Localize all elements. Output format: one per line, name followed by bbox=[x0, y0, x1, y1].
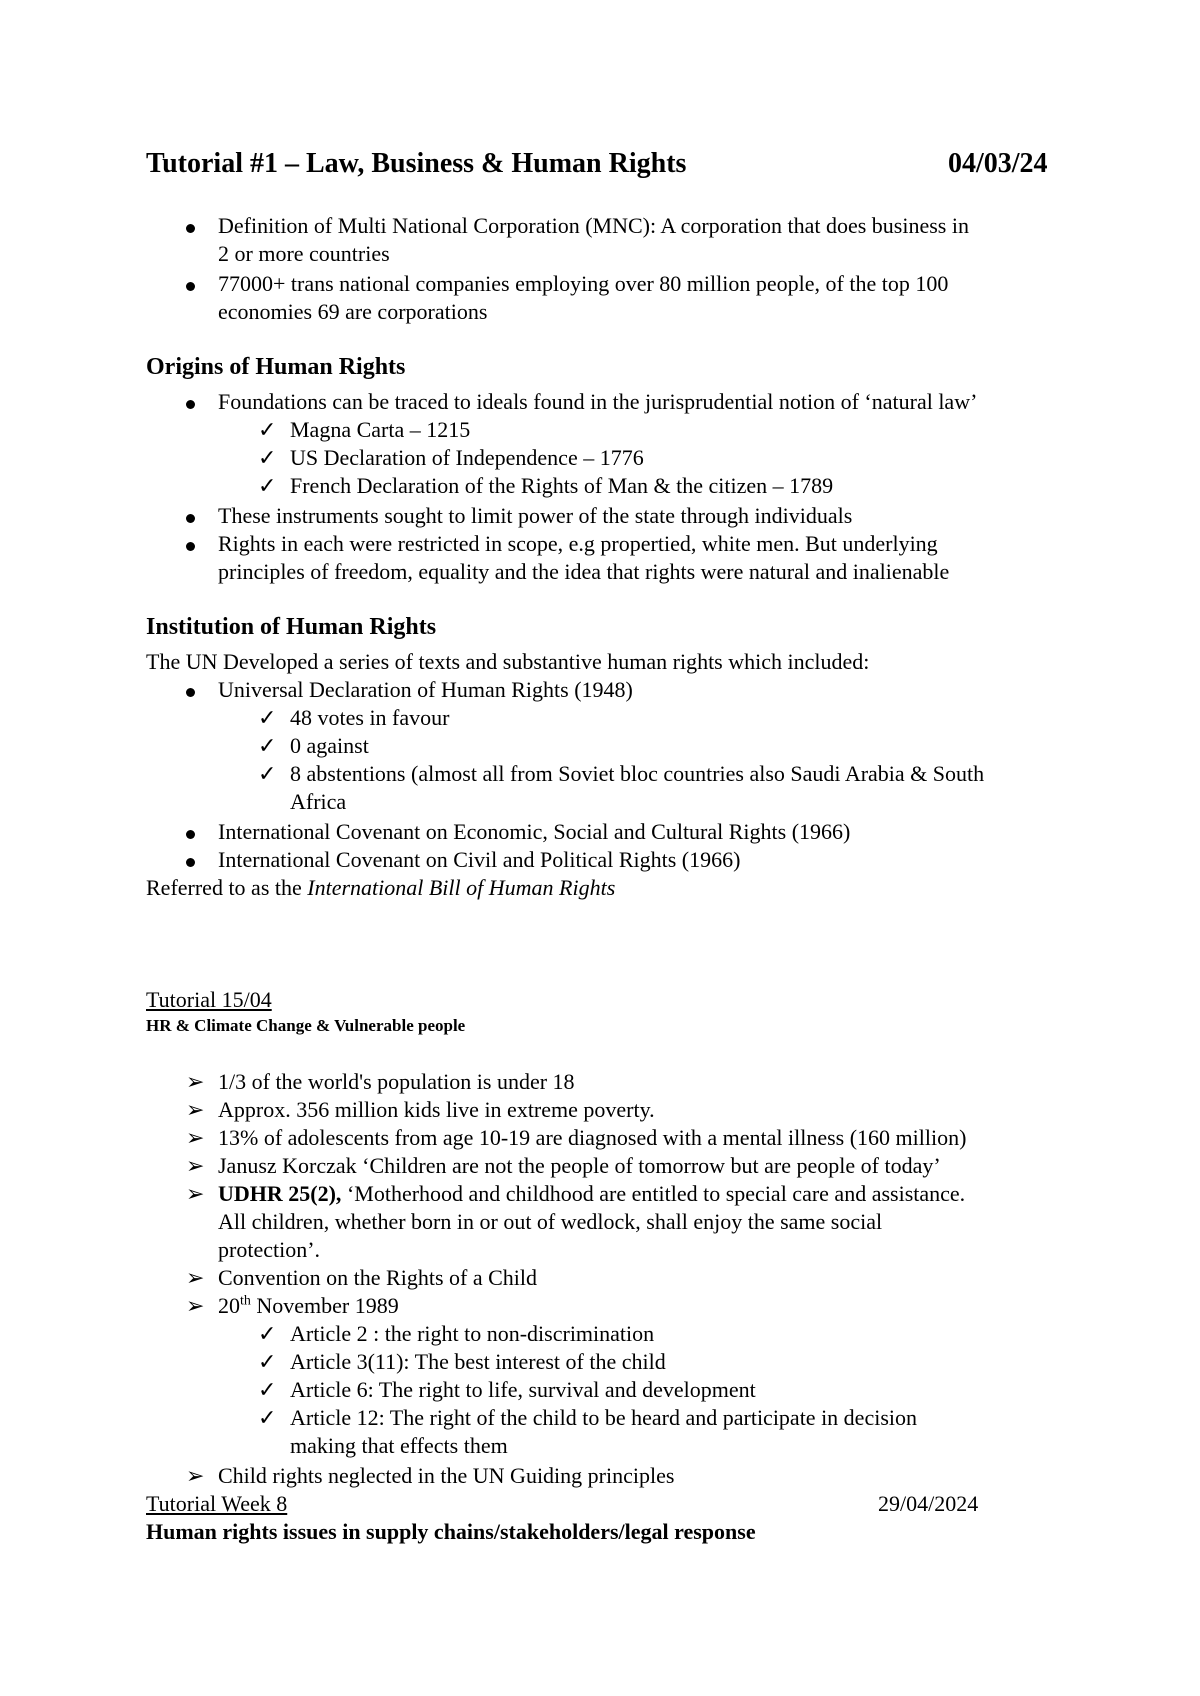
udhr-bold-ref: UDHR 25(2), bbox=[218, 1181, 342, 1206]
tutorial2-arrow-2: Approx. 356 million kids live in extreme poverty. bbox=[218, 1097, 655, 1122]
institution-check-3: 8 abstentions (almost all from Soviet bloc countries also Saudi Arabia & South bbox=[290, 761, 985, 786]
origins-check-2: US Declaration of Independence – 1776 bbox=[290, 445, 644, 470]
intro-bullet-1-line1: Definition of Multi National Corporation (MNC): A corporation that does business in bbox=[218, 213, 969, 238]
tutorial2-arrow-3: 13% of adolescents from age 10-19 are diagnosed with a mental illness (160 million) bbox=[218, 1125, 967, 1150]
tutorial2-arrow-4: Janusz Korczak ‘Children are not the people of tomorrow but are people of today’ bbox=[218, 1153, 941, 1178]
date-rest: November 1989 bbox=[250, 1293, 399, 1318]
bullet-icon bbox=[186, 270, 195, 298]
page-date: 04/03/24 bbox=[948, 148, 1048, 179]
origins-bullet-2: These instruments sought to limit power of the state through individuals bbox=[218, 503, 853, 528]
checkmark-icon: ✓ bbox=[258, 1321, 277, 1346]
article-3: Article 3(11): The best interest of the child bbox=[290, 1349, 666, 1374]
tutorial2-last-arrow: Child rights neglected in the UN Guiding principles bbox=[218, 1463, 675, 1488]
arrowhead-bullet-icon: ➢ bbox=[186, 1463, 205, 1488]
arrowhead-bullet-icon: ➢ bbox=[186, 1265, 205, 1290]
origins-bullet-3-line2: principles of freedom, equality and the idea that rights were natural and inalienable bbox=[218, 559, 950, 584]
checkmark-icon: ✓ bbox=[258, 705, 277, 730]
checkmark-icon: ✓ bbox=[258, 1405, 277, 1430]
bullet-icon bbox=[186, 530, 195, 558]
institution-icescr: International Covenant on Economic, Social and Cultural Rights (1966) bbox=[218, 819, 851, 844]
article-2: Article 2 : the right to non-discrimination bbox=[290, 1321, 655, 1346]
tutorial2-arrow-1: 1/3 of the world's population is under 18 bbox=[218, 1069, 575, 1094]
article-6: Article 6: The right to life, survival and development bbox=[290, 1377, 756, 1402]
checkmark-icon: ✓ bbox=[258, 733, 277, 758]
institution-iccpr: International Covenant on Civil and Political Rights (1966) bbox=[218, 847, 741, 872]
date-number: 20 bbox=[218, 1293, 240, 1318]
udhr-quote-start: ‘Motherhood and childhood are entitled to special care and assistance. bbox=[341, 1181, 966, 1206]
intro-bullet-2-line2: economies 69 are corporations bbox=[218, 299, 488, 324]
bullet-icon bbox=[186, 818, 195, 846]
article-12: Article 12: The right of the child to be heard and participate in decision bbox=[290, 1405, 917, 1430]
referred-italic: International Bill of Human Rights bbox=[307, 875, 616, 900]
bullet-icon bbox=[186, 388, 195, 416]
arrowhead-bullet-icon: ➢ bbox=[186, 1125, 205, 1150]
institution-check-2: 0 against bbox=[290, 733, 369, 758]
origins-check-3: French Declaration of the Rights of Man & the citizen – 1789 bbox=[290, 473, 834, 498]
checkmark-icon: ✓ bbox=[258, 1349, 277, 1374]
institution-heading: Institution of Human Rights bbox=[146, 614, 437, 640]
arrowhead-bullet-icon: ➢ bbox=[186, 1181, 205, 1206]
arrowhead-bullet-icon: ➢ bbox=[186, 1153, 205, 1178]
institution-check-3-line2: Africa bbox=[290, 789, 347, 814]
date-superscript: th bbox=[240, 1293, 251, 1309]
origins-check-1: Magna Carta – 1215 bbox=[290, 417, 471, 442]
institution-intro: The UN Developed a series of texts and substantive human rights which included: bbox=[146, 649, 870, 674]
checkmark-icon: ✓ bbox=[258, 445, 277, 470]
tutorial2-udhr-line3: protection’. bbox=[218, 1237, 321, 1262]
tutorial3-title: Tutorial Week 8 bbox=[146, 1491, 288, 1516]
origins-bullet-3-line1: Rights in each were restricted in scope, e.g propertied, white men. But underlying bbox=[218, 531, 938, 556]
origins-heading: Origins of Human Rights bbox=[146, 354, 406, 380]
bullet-icon bbox=[186, 212, 195, 240]
institution-check-1: 48 votes in favour bbox=[290, 705, 450, 730]
checkmark-icon: ✓ bbox=[258, 761, 277, 786]
tutorial3-date: 29/04/2024 bbox=[878, 1491, 979, 1516]
checkmark-icon: ✓ bbox=[258, 1377, 277, 1402]
origins-bullet-1: Foundations can be traced to ideals found in the jurisprudential notion of ‘natural law’ bbox=[218, 389, 978, 414]
tutorial2-title: Tutorial 15/04 bbox=[146, 987, 272, 1012]
article-12-line2: making that effects them bbox=[290, 1433, 508, 1458]
intro-bullet-1-line2: 2 or more countries bbox=[218, 241, 390, 266]
intro-bullet-2-line1: 77000+ trans national companies employing over 80 million people, of the top 100 bbox=[218, 271, 949, 296]
checkmark-icon: ✓ bbox=[258, 473, 277, 498]
arrowhead-bullet-icon: ➢ bbox=[186, 1069, 205, 1094]
checkmark-icon: ✓ bbox=[258, 417, 277, 442]
bullet-icon bbox=[186, 676, 195, 704]
institution-udhr: Universal Declaration of Human Rights (1948) bbox=[218, 677, 633, 702]
tutorial3-subtitle: Human rights issues in supply chains/stakeholders/legal response bbox=[146, 1519, 756, 1544]
bullet-icon bbox=[186, 502, 195, 530]
bullet-icon bbox=[186, 846, 195, 874]
arrowhead-bullet-icon: ➢ bbox=[186, 1097, 205, 1122]
referred-line bbox=[146, 874, 615, 902]
tutorial2-date bbox=[218, 1292, 399, 1320]
page-title: Tutorial #1 – Law, Business & Human Rights bbox=[146, 148, 687, 179]
tutorial2-udhr-line1 bbox=[218, 1180, 965, 1208]
referred-prefix: Referred to as the bbox=[146, 875, 308, 900]
tutorial2-udhr-line2: All children, whether born in or out of wedlock, shall enjoy the same social bbox=[218, 1209, 883, 1234]
arrowhead-bullet-icon: ➢ bbox=[186, 1293, 205, 1318]
tutorial2-convention: Convention on the Rights of a Child bbox=[218, 1265, 537, 1290]
tutorial2-subtitle: HR & Climate Change & Vulnerable people bbox=[146, 1016, 466, 1035]
